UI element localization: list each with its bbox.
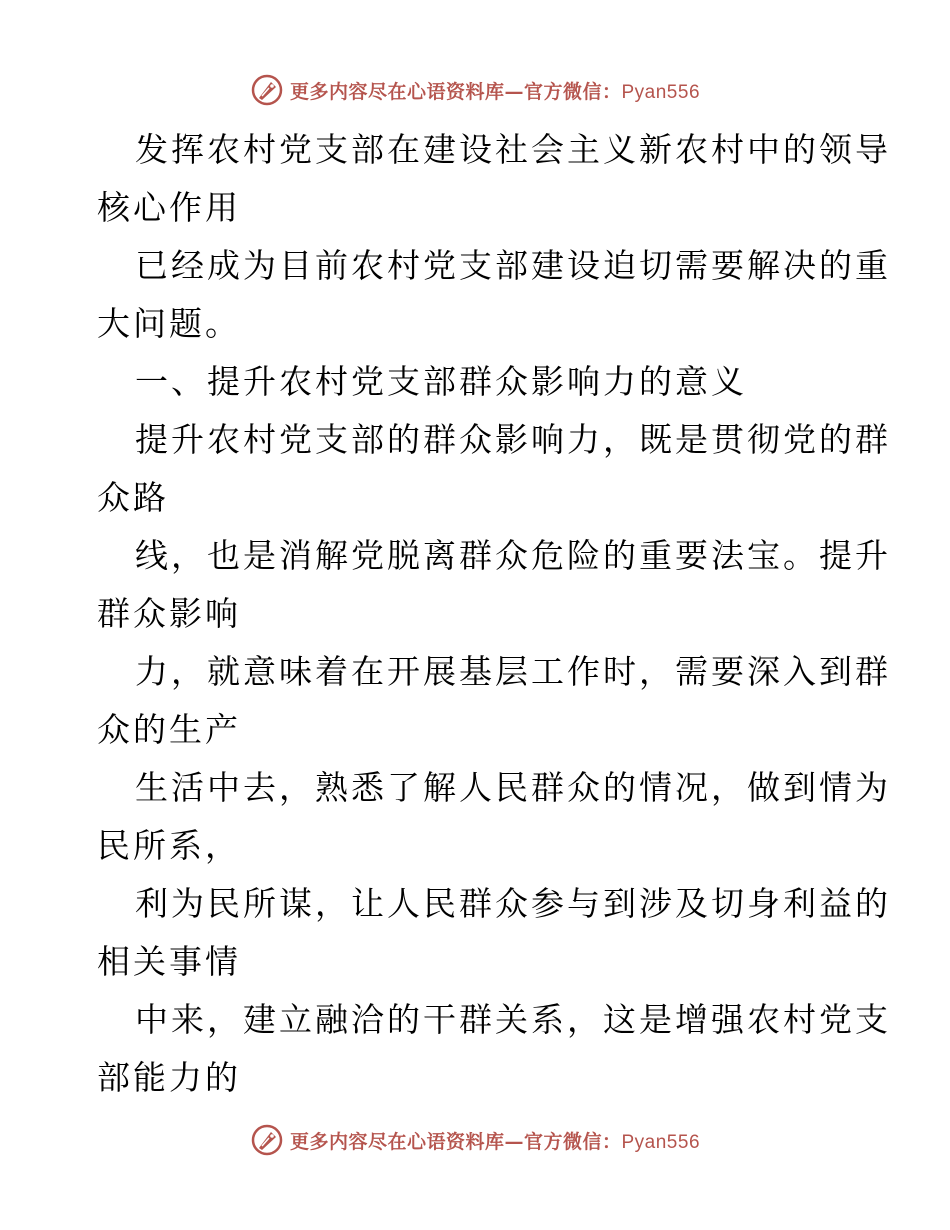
paragraph-line: 利为民所谋，让人民群众参与到涉及切身利益的	[135, 884, 891, 923]
paragraph-line: 生活中去，熟悉了解人民群众的情况，做到情为	[135, 768, 891, 807]
section-heading-text: 一、提升农村党支部群众影响力的意义	[135, 362, 747, 401]
paragraph-line: 已经成为目前农村党支部建设迫切需要解决的重	[135, 246, 891, 285]
footer-watermark-account: Pyan556	[621, 1131, 701, 1153]
paragraph-4	[97, 527, 891, 643]
paragraph-8	[97, 991, 891, 1107]
pen-nib-logo-icon	[250, 1123, 284, 1157]
paragraph-line: 大问题。	[97, 304, 241, 343]
pen-nib-logo-icon	[250, 73, 284, 107]
paragraph-line: 核心作用	[97, 188, 241, 227]
paragraph-line: 中来，建立融洽的干群关系，这是增强农村党支	[135, 1000, 891, 1039]
paragraph-line: 线，也是消解党脱离群众危险的重要法宝。提升	[135, 536, 891, 575]
header-watermark	[0, 70, 950, 110]
paragraph-5	[97, 643, 891, 759]
header-watermark-text	[290, 77, 700, 104]
header-watermark-account: Pyan556	[621, 81, 701, 103]
paragraph-line: 相关事情	[97, 942, 241, 981]
paragraph-line: 民所系，	[97, 826, 241, 865]
paragraph-3	[97, 411, 891, 527]
header-watermark-inner	[250, 73, 700, 107]
paragraph-line: 众的生产	[97, 710, 241, 749]
footer-watermark	[0, 1120, 950, 1160]
paragraph-line: 力，就意味着在开展基层工作时，需要深入到群	[135, 652, 891, 691]
paragraph-6	[97, 759, 891, 875]
paragraph-line: 部能力的	[97, 1058, 241, 1097]
document-body	[97, 121, 891, 1107]
paragraph-line: 群众影响	[97, 594, 241, 633]
paragraph-7	[97, 875, 891, 991]
footer-watermark-inner	[250, 1123, 700, 1157]
footer-watermark-text	[290, 1127, 700, 1154]
paragraph-line: 众路	[97, 478, 169, 517]
section-heading	[97, 353, 857, 411]
paragraph-1	[97, 121, 891, 237]
paragraph-line: 提升农村党支部的群众影响力，既是贯彻党的群	[135, 420, 891, 459]
header-watermark-label: 更多内容尽在心语资料库—官方微信：	[289, 80, 622, 103]
paragraph-line: 发挥农村党支部在建设社会主义新农村中的领导	[135, 130, 891, 169]
footer-watermark-label: 更多内容尽在心语资料库—官方微信：	[289, 1130, 622, 1153]
paragraph-2	[97, 237, 891, 353]
